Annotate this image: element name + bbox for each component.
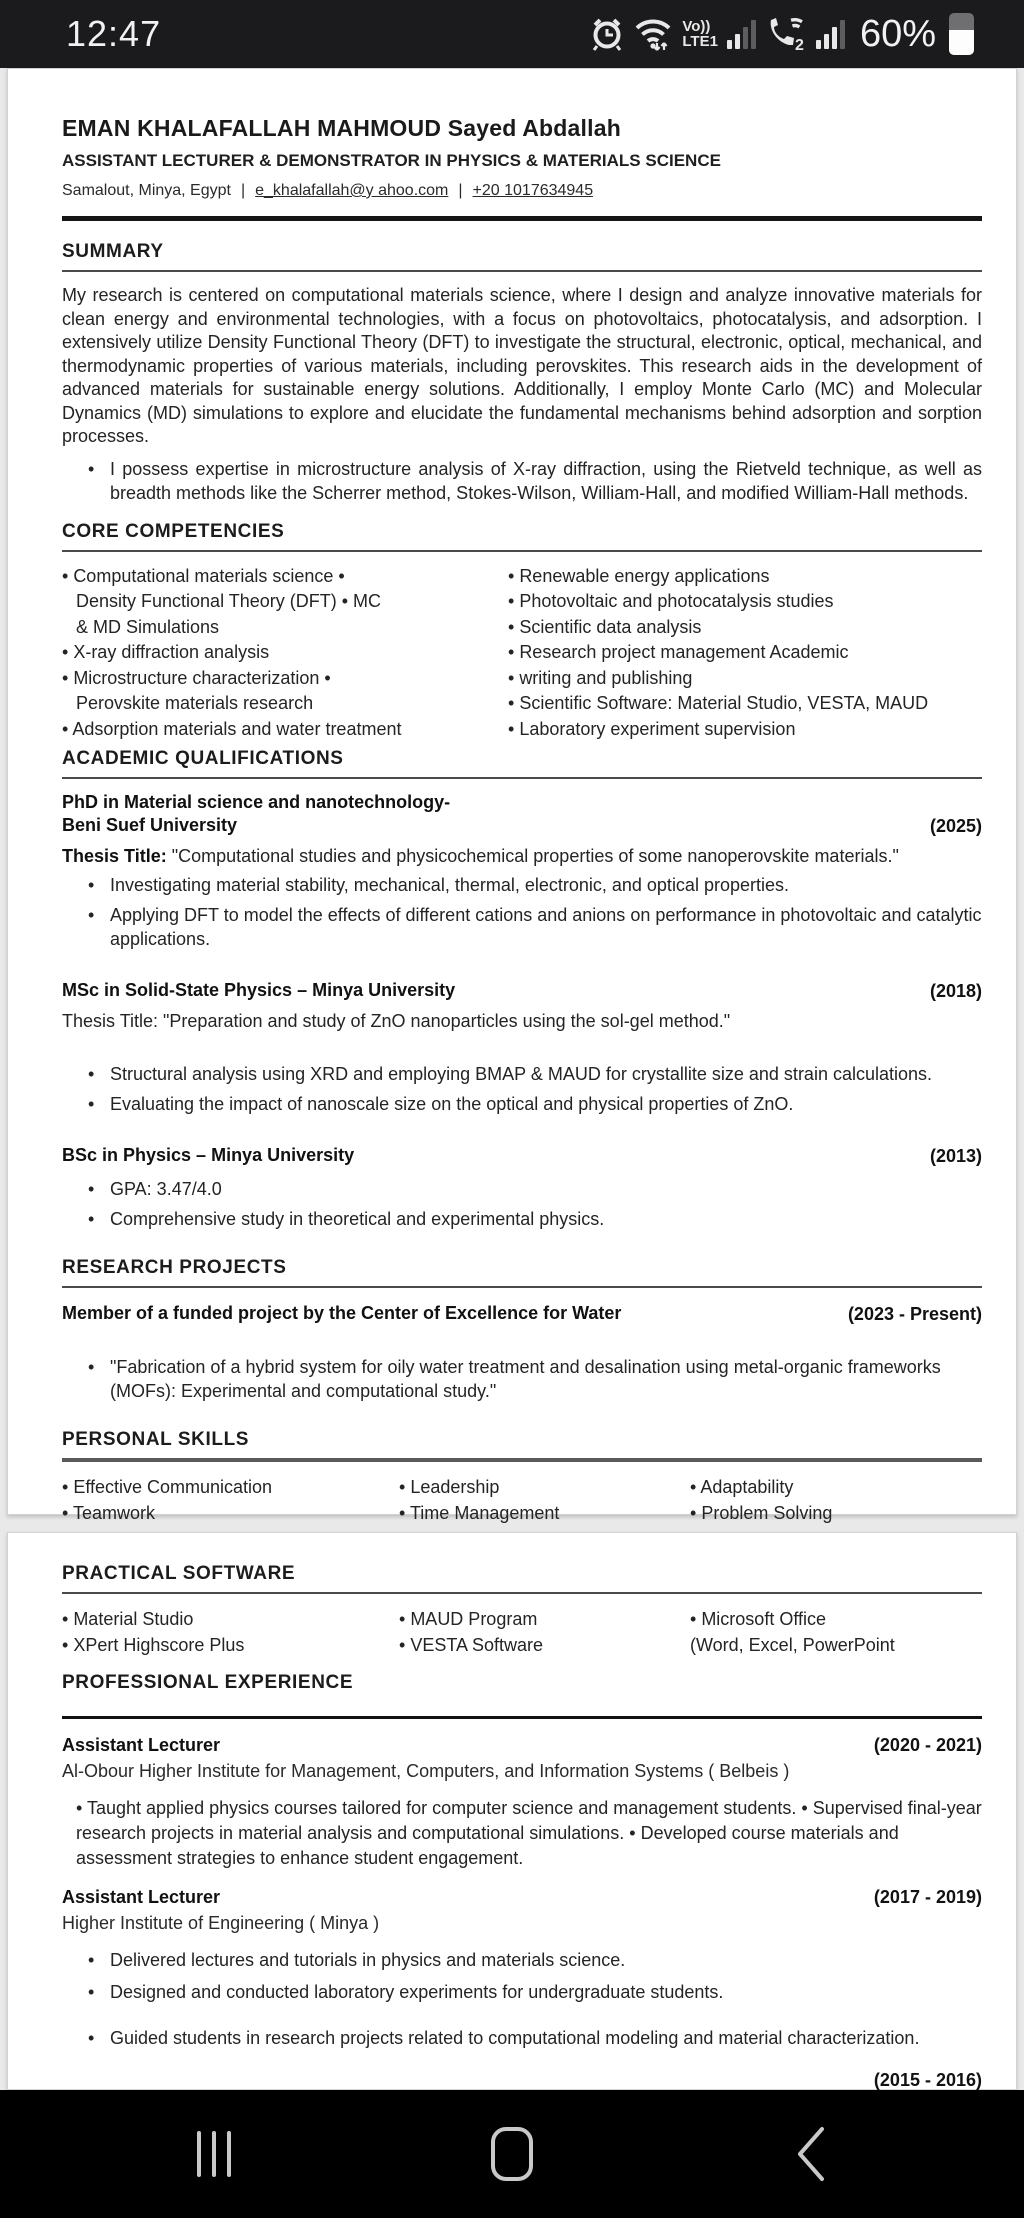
summary-divider [62, 270, 982, 272]
research-bullet: • "Fabrication of a hybrid system for oily water treatment and desalination using metal-organic frameworks (MOFs): Experimental and computational study." [62, 1355, 982, 1403]
software-divider [62, 1592, 982, 1594]
competency-item: • Microstructure characterization • [62, 666, 508, 692]
competency-item: • Photovoltaic and photocatalysis studies [508, 589, 982, 615]
msc-entry [62, 979, 982, 1002]
bsc-bullet: • Comprehensive study in theoretical and experimental physics. [62, 1207, 982, 1231]
software-column-3 [690, 1607, 982, 1658]
job1-org: Al-Obour Higher Institute for Management, Computers, and Information Systems ( Belbeis ) [62, 1761, 790, 1781]
resume-headline: ASSISTANT LECTURER & DEMONSTRATOR IN PHYSICS & MATERIALS SCIENCE [62, 151, 721, 170]
volte-bottom: LTE1 [682, 33, 718, 50]
competencies-columns [62, 564, 982, 743]
call-wifi-icon [765, 14, 807, 54]
signal-bars-2 [816, 19, 845, 49]
academic-divider [62, 777, 982, 779]
job3-year: (2015 - 2016) [873, 2070, 982, 2090]
skill-item: • Time Management [399, 1501, 690, 1527]
status-bar [0, 0, 1024, 68]
bsc-bullet: • GPA: 3.47/4.0 [62, 1177, 982, 1201]
competencies-right-column [508, 564, 982, 743]
job2-bullet: • Delivered lectures and tutorials in physics and materials science. [62, 1948, 982, 1972]
research-heading: RESEARCH PROJECTS [62, 1257, 287, 1278]
phd-title [62, 791, 450, 837]
msc-bullet: • Structural analysis using XRD and employing BMAP & MAUD for crystallite size and strain calculations. [62, 1062, 982, 1086]
skills-column-3 [690, 1475, 982, 1526]
skills-column-2 [399, 1475, 690, 1526]
competency-item: • X-ray diffraction analysis [62, 640, 508, 666]
skills-column-1 [62, 1475, 399, 1526]
msc-title: MSc in Solid-State Physics – Minya University [62, 980, 456, 1000]
summary-paragraph: My research is centered on computational materials science, where I design and analyze innovative materials for clean energy and environmental technologies, with a focus on photovoltaics, photocatalysis, and adsorption. I extensively utilize Density Functional Theory (DFT) to investigate the structural, electronic, optical, mechanical, and thermodynamic properties of various materials, including perovskites. This research aids in the development of advanced materials for sustainable energy solutions. Additionally, I employ Monte Carlo (MC) and Molecular Dynamics (MD) simulations to explore and elucidate the fundamental mechanisms behind adsorption and sorption processes. [62, 285, 982, 446]
contact-location: Samalout, Minya, Egypt [62, 182, 231, 199]
summary-bullet: • I possess expertise in microstructure analysis of X-ray diffraction, using the Rietveld technique, as well as breadth methods like the Scherrer method, Stokes-Wilson, William-Hall, and modified William-Hall methods. [62, 457, 982, 505]
back-icon [792, 2123, 828, 2185]
competencies-heading: CORE COMPETENCIES [62, 520, 285, 542]
android-nav-bar [0, 2090, 1024, 2218]
personal-skills-columns [62, 1475, 982, 1526]
phd-title-line2: Beni Suef University [62, 815, 238, 835]
recents-button[interactable] [184, 2122, 244, 2186]
competency-item: • Laboratory experiment supervision [508, 717, 982, 743]
skill-item: • Effective Communication [62, 1475, 399, 1501]
phd-thesis-label: Thesis Title: [62, 846, 167, 866]
competency-item: • writing and publishing [508, 666, 982, 692]
job2-bullet: • Designed and conducted laboratory experiments for undergraduate students. [62, 1980, 982, 2004]
contact-line [62, 182, 982, 200]
job2-title: Assistant Lecturer [62, 1887, 221, 1907]
clock-time: 12:47 [66, 13, 162, 54]
skill-item: • Leadership [399, 1475, 690, 1501]
msc-year: (2018) [929, 981, 982, 1001]
competency-item: • Renewable energy applications [508, 564, 982, 590]
software-column-1 [62, 1607, 399, 1658]
contact-separator: | [240, 182, 246, 199]
skill-item: • Problem Solving [690, 1501, 982, 1527]
software-heading: PRACTICAL SOFTWARE [62, 1563, 296, 1584]
email-link[interactable]: e_khalafallah@y ahoo.com [255, 182, 449, 199]
status-icons [590, 13, 974, 56]
bsc-entry [62, 1144, 982, 1167]
academic-heading: ACADEMIC QUALIFICATIONS [62, 748, 344, 769]
software-item: • Material Studio [62, 1607, 399, 1633]
competency-item: • Scientific data analysis [508, 615, 982, 641]
home-button[interactable] [482, 2122, 542, 2186]
software-item: • Microsoft Office [690, 1607, 982, 1633]
job1-bullet: • Taught applied physics courses tailored for computer science and management students. • Supervised final-year research projects in material analysis and computational simulations. • Developed course materials and assessment strategies to enhance student engagement. [62, 1796, 982, 1871]
wifi-icon [633, 15, 673, 53]
summary-heading: SUMMARY [62, 241, 164, 262]
resume-page-1 [7, 68, 1017, 1523]
phd-thesis [62, 846, 982, 867]
header-divider [62, 216, 982, 221]
resume-name: EMAN KHALAFALLAH MAHMOUD Sayed Abdallah [62, 115, 621, 141]
research-project-entry [62, 1302, 982, 1325]
software-item: • VESTA Software [399, 1633, 690, 1659]
skill-item: • Adaptability [690, 1475, 982, 1501]
bsc-year: (2013) [929, 1146, 982, 1166]
competencies-left-column [62, 564, 508, 743]
phd-entry [62, 791, 982, 837]
job2-org: Higher Institute of Engineering ( Minya ) [62, 1913, 380, 1933]
resume-page-2 [7, 1532, 1017, 2090]
back-button[interactable] [780, 2122, 840, 2186]
competency-item: & MD Simulations [76, 616, 220, 637]
job1-header [62, 1735, 982, 1756]
competency-item: • Adsorption materials and water treatment [62, 717, 508, 743]
volte-top: Vo)) [682, 18, 711, 35]
competency-item: • Computational materials science • [62, 564, 508, 590]
phd-year: (2025) [929, 816, 982, 836]
battery-percent: 60% [859, 12, 936, 55]
job2-header [62, 1887, 982, 1908]
job2-bullet: • Guided students in research projects related to computational modeling and material characterization. [62, 2026, 982, 2050]
volte-label [682, 19, 718, 49]
competencies-divider [62, 550, 982, 552]
research-project-year: (2023 - Present) [847, 1304, 982, 1324]
software-item: • XPert Highscore Plus [62, 1633, 399, 1659]
software-columns [62, 1607, 982, 1658]
research-project-title: Member of a funded project by the Center of Excellence for Water [62, 1303, 622, 1323]
battery-icon [949, 13, 974, 55]
phone-link[interactable]: +20 1017634945 [472, 182, 594, 199]
recents-icon [197, 2131, 231, 2177]
home-icon [491, 2127, 533, 2181]
svg-text:2: 2 [794, 37, 804, 54]
msc-bullet: • Evaluating the impact of nanoscale size on the optical and physical properties of ZnO. [62, 1092, 982, 1116]
alarm-icon [590, 16, 624, 52]
software-column-2 [399, 1607, 690, 1658]
bsc-title: BSc in Physics – Minya University [62, 1145, 355, 1165]
competency-item: • Scientific Software: Material Studio, VESTA, MAUD [508, 691, 982, 717]
job2-year: (2017 - 2019) [873, 1887, 982, 1907]
research-divider [62, 1286, 982, 1288]
personal-skills-divider [62, 1458, 982, 1462]
software-item: (Word, Excel, PowerPoint [690, 1634, 895, 1655]
experience-divider [62, 1716, 982, 1719]
signal-bars-1 [727, 19, 756, 49]
phd-bullet: • Investigating material stability, mechanical, thermal, electronic, and optical properties. [62, 873, 982, 897]
experience-heading: PROFESSIONAL EXPERIENCE [62, 1672, 354, 1693]
phd-title-line1: PhD in Material science and nanotechnology- [62, 792, 451, 812]
document-viewer[interactable] [0, 68, 1024, 2090]
msc-thesis: Thesis Title: "Preparation and study of ZnO nanoparticles using the sol-gel method." [62, 1011, 731, 1031]
competency-item: • Research project management Academic [508, 640, 982, 666]
phd-thesis-text: "Computational studies and physicochemical properties of some nanoperovskite materials." [166, 846, 899, 866]
personal-skills-heading: PERSONAL SKILLS [62, 1429, 250, 1450]
competency-item: Density Functional Theory (DFT) • MC [76, 591, 382, 611]
job1-year: (2020 - 2021) [873, 1735, 982, 1755]
software-item: • MAUD Program [399, 1607, 690, 1633]
job1-title: Assistant Lecturer [62, 1735, 221, 1755]
competency-item: Perovskite materials research [76, 693, 314, 713]
contact-separator: | [458, 182, 463, 199]
skill-item: • Teamwork [62, 1501, 399, 1527]
phd-bullet: • Applying DFT to model the effects of different cations and anions on performance in photovoltaic and catalytic applications. [62, 903, 982, 951]
